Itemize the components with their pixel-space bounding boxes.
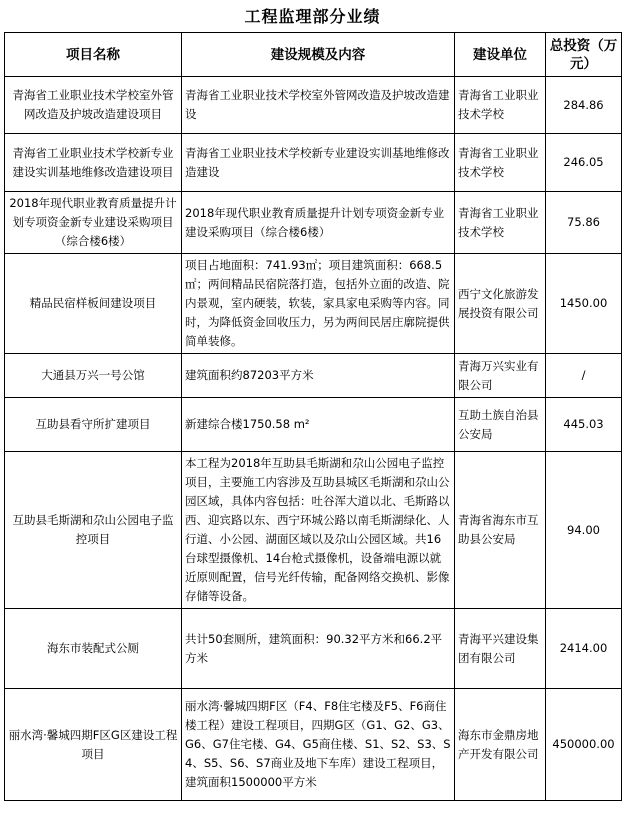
cell-unit: 海东市金鼎房地产开发有限公司 [455, 689, 546, 801]
cell-scope: 2018年现代职业教育质量提升计划专项资金新专业建设采购项目（综合楼6楼） [182, 192, 455, 254]
cell-investment: 94.00 [546, 452, 622, 609]
cell-investment: 2414.00 [546, 609, 622, 689]
table-row [5, 354, 622, 398]
cell-project-name: 青海省工业职业技术学校室外管网改造及护坡改造建设项目 [5, 77, 182, 134]
table-row [5, 192, 622, 254]
table-row [5, 689, 622, 801]
cell-project-name: 互助县毛斯湖和尕山公园电子监控项目 [5, 452, 182, 609]
cell-investment: 450000.00 [546, 689, 622, 801]
table-header-row [5, 33, 622, 77]
cell-project-name: 互助县看守所扩建项目 [5, 398, 182, 452]
page-title: 工程监理部分业绩 [244, 7, 381, 26]
cell-scope: 共计50套厕所，建筑面积：90.32平方米和66.2平方米 [182, 609, 455, 689]
cell-project-name: 海东市装配式公厕 [5, 609, 182, 689]
performance-table [4, 32, 622, 801]
cell-unit: 青海省工业职业技术学校 [455, 77, 546, 134]
cell-scope: 青海省工业职业技术学校新专业建设实训基地维修改造建设 [182, 134, 455, 192]
cell-investment: 75.86 [546, 192, 622, 254]
cell-unit: 互助土族自治县公安局 [455, 398, 546, 452]
cell-unit: 青海省海东市互助县公安局 [455, 452, 546, 609]
cell-scope: 丽水湾·馨城四期F区（F4、F8住宅楼及F5、F6商住楼工程）建设工程项目，四期G区（G1、G2、G3、G6、G7住宅楼、G4、G5商住楼、S1、S2、S3、S4、S5、S6、S7商业及地下车库）建设工程项目，建筑面积1500000平方米 [182, 689, 455, 801]
cell-scope: 建筑面积约87203平方米 [182, 354, 455, 398]
cell-unit: 青海平兴建设集团有限公司 [455, 609, 546, 689]
cell-investment: 284.86 [546, 77, 622, 134]
cell-project-name: 精品民宿样板间建设项目 [5, 254, 182, 354]
table-row [5, 609, 622, 689]
table-row [5, 77, 622, 134]
cell-project-name: 青海省工业职业技术学校新专业建设实训基地维修改造建设项目 [5, 134, 182, 192]
cell-scope: 项目占地面积：741.93㎡；项目建筑面积：668.5㎡；两间精品民宿院落打造，包括外立面的改造、院内景观，室内硬装，软装，家具家电采购等内容。同时，为降低资金回收压力，另为两间民居庄廓院提供简单装修。 [182, 254, 455, 354]
cell-investment: 445.03 [546, 398, 622, 452]
table-row [5, 254, 622, 354]
header-investment: 总投资（万元） [546, 33, 622, 77]
table-row [5, 134, 622, 192]
cell-scope: 本工程为2018年互助县毛斯湖和尕山公园电子监控项目，主要施工内容涉及互助县城区毛斯湖和尕山公园区域，具体内容包括：吐谷浑大道以北、毛斯路以西、迎宾路以东、西宁环城公路以南毛斯湖绿化、人行道、小公园、湖面区域以及尕山公园区域。共16台球型摄像机、14台枪式摄像机，设备端电源以就近原则配置，信号光纤传输，配备网络交换机、影像存储等设备。 [182, 452, 455, 609]
cell-unit: 青海省工业职业技术学校 [455, 134, 546, 192]
cell-investment: 1450.00 [546, 254, 622, 354]
cell-investment: 246.05 [546, 134, 622, 192]
header-project-name: 项目名称 [5, 33, 182, 77]
header-scope: 建设规模及内容 [182, 33, 455, 77]
header-unit: 建设单位 [455, 33, 546, 77]
cell-project-name: 2018年现代职业教育质量提升计划专项资金新专业建设采购项目（综合楼6楼） [5, 192, 182, 254]
cell-unit: 青海万兴实业有限公司 [455, 354, 546, 398]
cell-scope: 青海省工业职业技术学校室外管网改造及护坡改造建设 [182, 77, 455, 134]
cell-unit: 西宁文化旅游发展投资有限公司 [455, 254, 546, 354]
cell-project-name: 大通县万兴一号公馆 [5, 354, 182, 398]
cell-project-name: 丽水湾·馨城四期F区G区建设工程项目 [5, 689, 182, 801]
cell-unit: 青海省工业职业技术学校 [455, 192, 546, 254]
cell-scope: 新建综合楼1750.58 m² [182, 398, 455, 452]
table-row [5, 452, 622, 609]
table-row [5, 398, 622, 452]
cell-investment: / [546, 354, 622, 398]
